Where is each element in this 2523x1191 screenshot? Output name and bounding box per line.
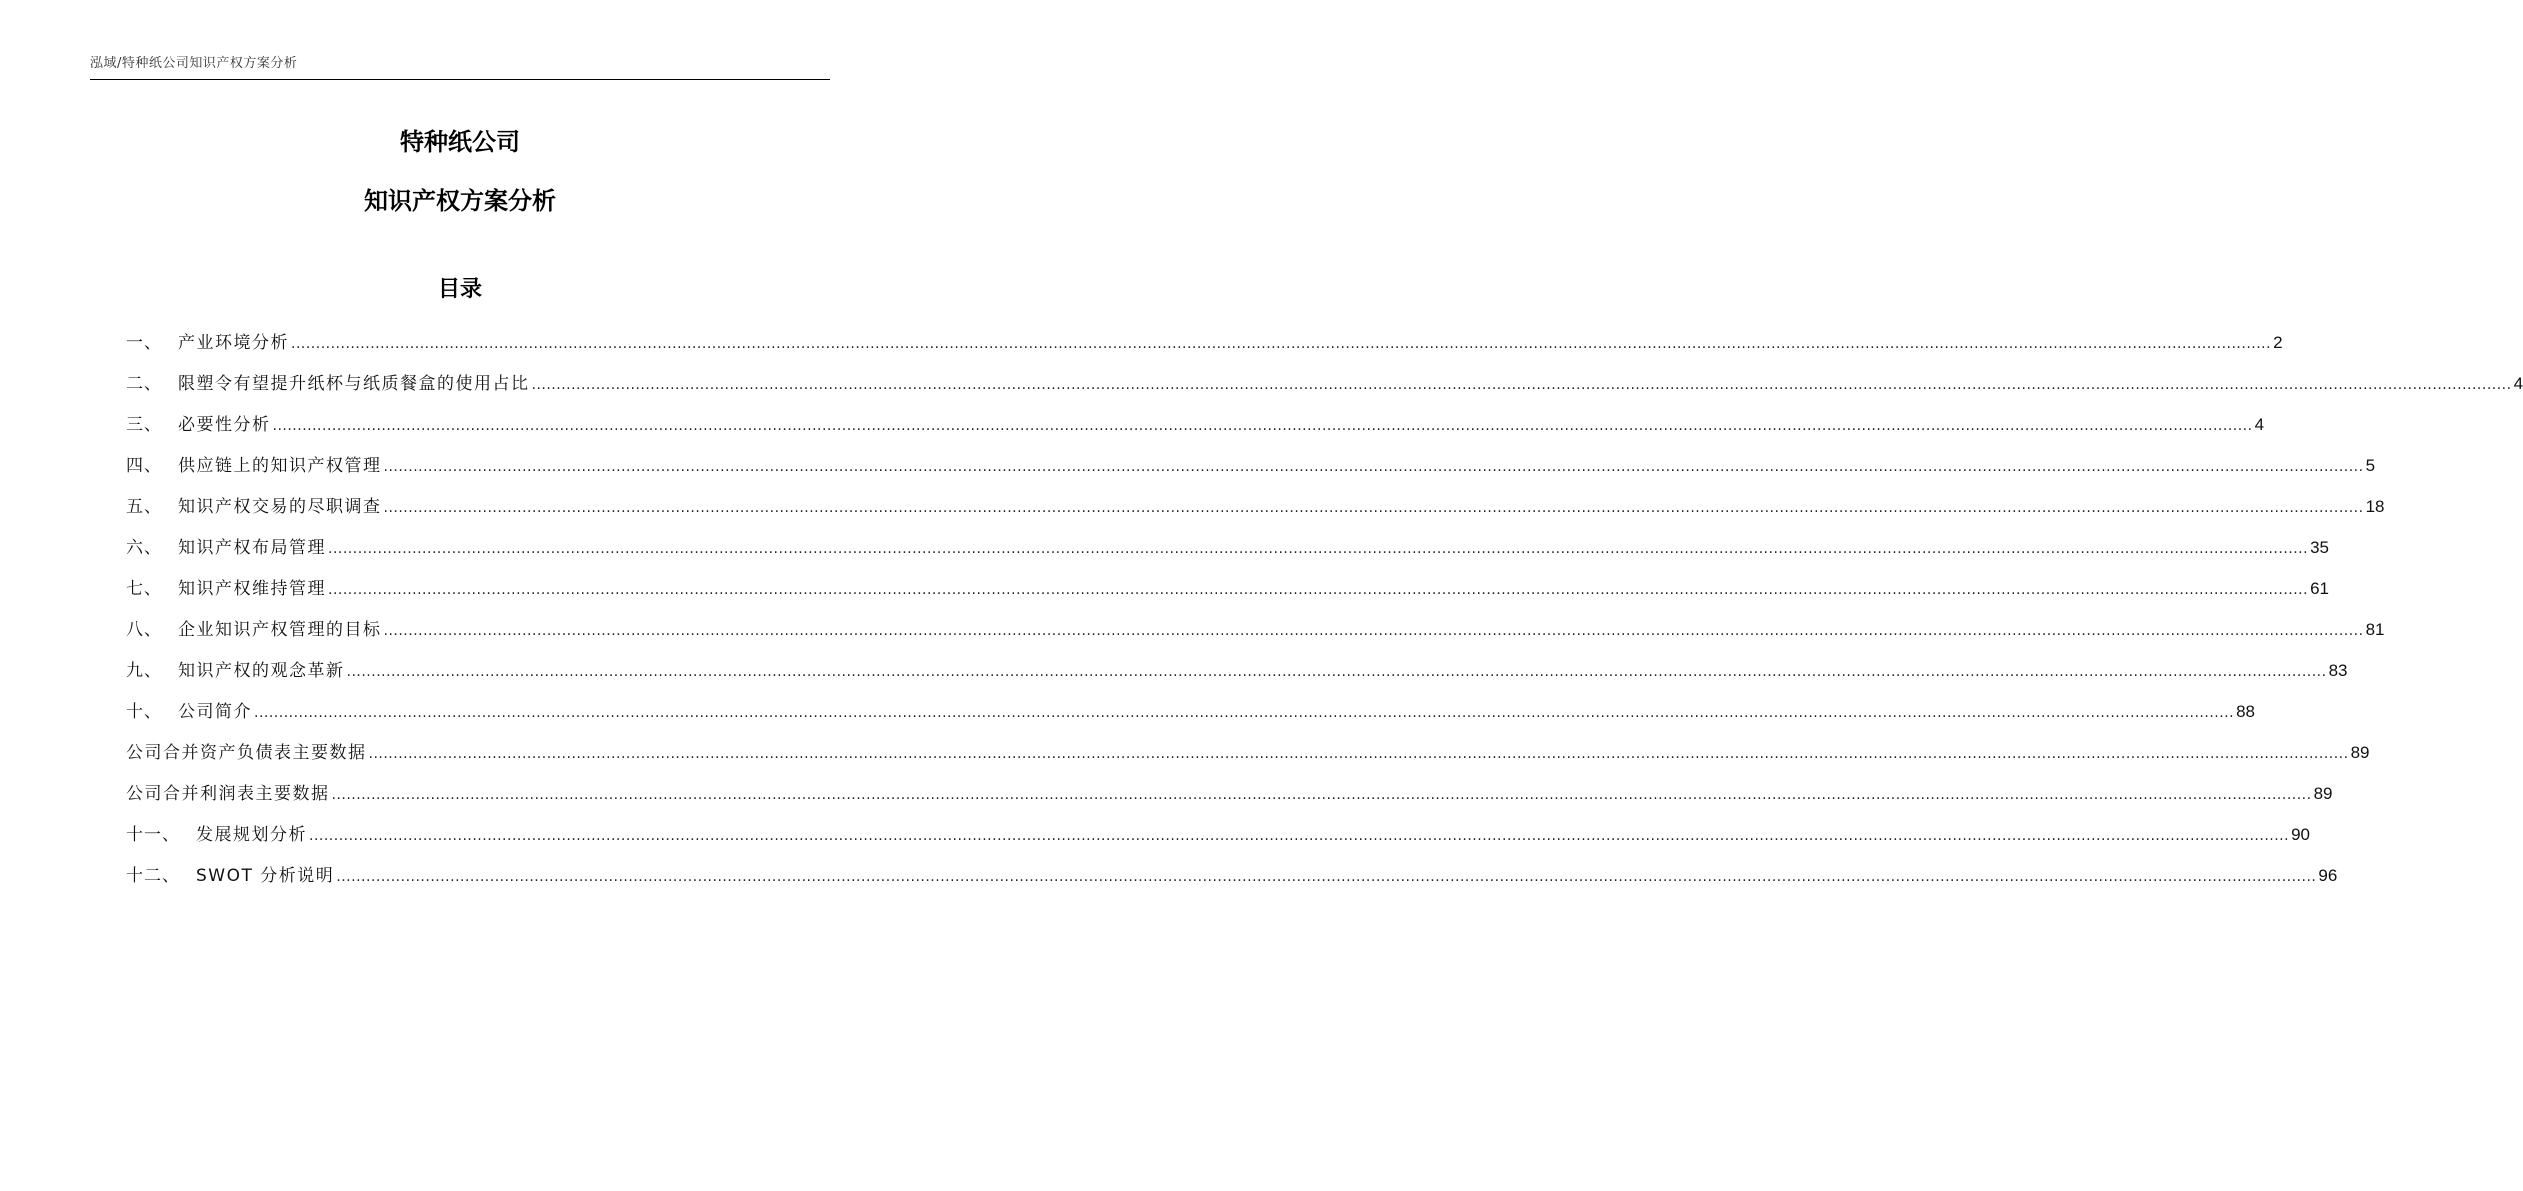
toc-entry-title: SWOT 分析说明 bbox=[196, 866, 335, 886]
toc-entry-title: 知识产权的观念革新 bbox=[178, 661, 345, 681]
toc-entry-title: 公司合并利润表主要数据 bbox=[126, 784, 330, 804]
toc-entry-title: 供应链上的知识产权管理 bbox=[178, 456, 382, 476]
toc-entry-page: 96 bbox=[2318, 866, 2338, 885]
toc-entry[interactable] bbox=[126, 568, 2329, 609]
toc-entry[interactable] bbox=[126, 773, 2333, 814]
toc-entry-page: 89 bbox=[2313, 784, 2333, 803]
toc-entry-page: 18 bbox=[2365, 497, 2385, 516]
toc-entry-number: 五、 bbox=[126, 497, 162, 517]
toc-entry-number: 一、 bbox=[126, 333, 162, 353]
toc-entry[interactable] bbox=[126, 814, 2310, 855]
toc-entry[interactable] bbox=[126, 404, 2265, 445]
toc-dot-leader: ................................................................................................................................................................................................................................................................................................................................................................................................................ bbox=[309, 828, 2290, 844]
toc-entry-page: 4 bbox=[2254, 415, 2265, 434]
toc-entry-page: 2 bbox=[2273, 333, 2283, 352]
toc-entry-title: 知识产权维持管理 bbox=[178, 579, 326, 599]
toc-entry-number: 八、 bbox=[126, 620, 162, 640]
toc-dot-leader: ................................................................................................................................................................................................................................................................................................................................................................................................................ bbox=[328, 541, 2309, 557]
table-of-contents bbox=[126, 322, 2523, 896]
toc-entry[interactable] bbox=[126, 732, 2370, 773]
toc-entry-title: 必要性分析 bbox=[178, 415, 271, 435]
toc-entry-page: 89 bbox=[2350, 743, 2370, 762]
toc-entry-page: 5 bbox=[2365, 456, 2376, 475]
toc-entry-number: 二、 bbox=[126, 374, 162, 394]
toc-entry-page: 90 bbox=[2291, 825, 2310, 844]
toc-dot-leader: ................................................................................................................................................................................................................................................................................................................................................................................................................ bbox=[254, 705, 2235, 721]
toc-entry[interactable] bbox=[126, 855, 2338, 896]
toc-entry-page: 88 bbox=[2236, 702, 2255, 721]
toc-entry-page: 83 bbox=[2328, 661, 2348, 680]
toc-entry[interactable] bbox=[126, 445, 2376, 486]
running-header: 泓域/特种纸公司知识产权方案分析 bbox=[90, 56, 298, 71]
toc-dot-leader: ................................................................................................................................................................................................................................................................................................................................................................................................................ bbox=[291, 336, 2272, 352]
toc-dot-leader: ................................................................................................................................................................................................................................................................................................................................................................................................................ bbox=[383, 459, 2364, 475]
toc-entry-title: 产业环境分析 bbox=[178, 333, 289, 353]
toc-entry-title: 知识产权布局管理 bbox=[178, 538, 326, 558]
toc-dot-leader: ................................................................................................................................................................................................................................................................................................................................................................................................................ bbox=[331, 787, 2312, 803]
toc-dot-leader: ................................................................................................................................................................................................................................................................................................................................................................................................................ bbox=[328, 582, 2309, 598]
toc-dot-leader: ................................................................................................................................................................................................................................................................................................................................................................................................................ bbox=[368, 746, 2349, 762]
toc-entry[interactable] bbox=[126, 609, 2385, 650]
toc-entry-title: 限塑令有望提升纸杯与纸质餐盒的使用占比 bbox=[178, 374, 530, 394]
toc-dot-leader: ................................................................................................................................................................................................................................................................................................................................................................................................................ bbox=[336, 869, 2317, 885]
toc-entry-title: 公司合并资产负债表主要数据 bbox=[126, 743, 367, 763]
toc-entry-number: 十二、 bbox=[126, 866, 180, 886]
toc-entry-number: 四、 bbox=[126, 456, 162, 476]
toc-entry[interactable] bbox=[126, 363, 2523, 404]
toc-dot-leader: ................................................................................................................................................................................................................................................................................................................................................................................................................ bbox=[383, 500, 2364, 516]
toc-entry-page: 61 bbox=[2310, 579, 2329, 598]
toc-entry-number: 三、 bbox=[126, 415, 162, 435]
toc-entry-number: 六、 bbox=[126, 538, 162, 558]
toc-entry[interactable] bbox=[126, 527, 2329, 568]
toc-entry-number: 十一、 bbox=[126, 825, 180, 845]
toc-dot-leader: ................................................................................................................................................................................................................................................................................................................................................................................................................ bbox=[531, 377, 2512, 393]
toc-dot-leader: ................................................................................................................................................................................................................................................................................................................................................................................................................ bbox=[346, 664, 2327, 680]
toc-entry-page: 81 bbox=[2365, 620, 2385, 639]
toc-entry-title: 知识产权交易的尽职调查 bbox=[178, 497, 382, 517]
toc-entry-title: 公司简介 bbox=[178, 702, 252, 722]
toc-entry-number: 七、 bbox=[126, 579, 162, 599]
toc-entry[interactable] bbox=[126, 650, 2348, 691]
toc-entry[interactable] bbox=[126, 486, 2385, 527]
document-title-line1: 特种纸公司 bbox=[400, 128, 520, 156]
header-rule bbox=[90, 79, 830, 80]
toc-dot-leader: ................................................................................................................................................................................................................................................................................................................................................................................................................ bbox=[272, 418, 2253, 434]
toc-entry-number: 十、 bbox=[126, 702, 162, 722]
toc-entry-title: 企业知识产权管理的目标 bbox=[178, 620, 382, 640]
document-title-line2: 知识产权方案分析 bbox=[364, 187, 556, 215]
toc-entry-page: 35 bbox=[2310, 538, 2329, 557]
toc-entry-title: 发展规划分析 bbox=[196, 825, 307, 845]
toc-entry[interactable] bbox=[126, 691, 2255, 732]
toc-entry-page: 4 bbox=[2513, 374, 2523, 393]
toc-entry[interactable] bbox=[126, 322, 2283, 363]
toc-entry-number: 九、 bbox=[126, 661, 162, 681]
toc-dot-leader: ................................................................................................................................................................................................................................................................................................................................................................................................................ bbox=[383, 623, 2364, 639]
toc-heading: 目录 bbox=[437, 277, 482, 302]
